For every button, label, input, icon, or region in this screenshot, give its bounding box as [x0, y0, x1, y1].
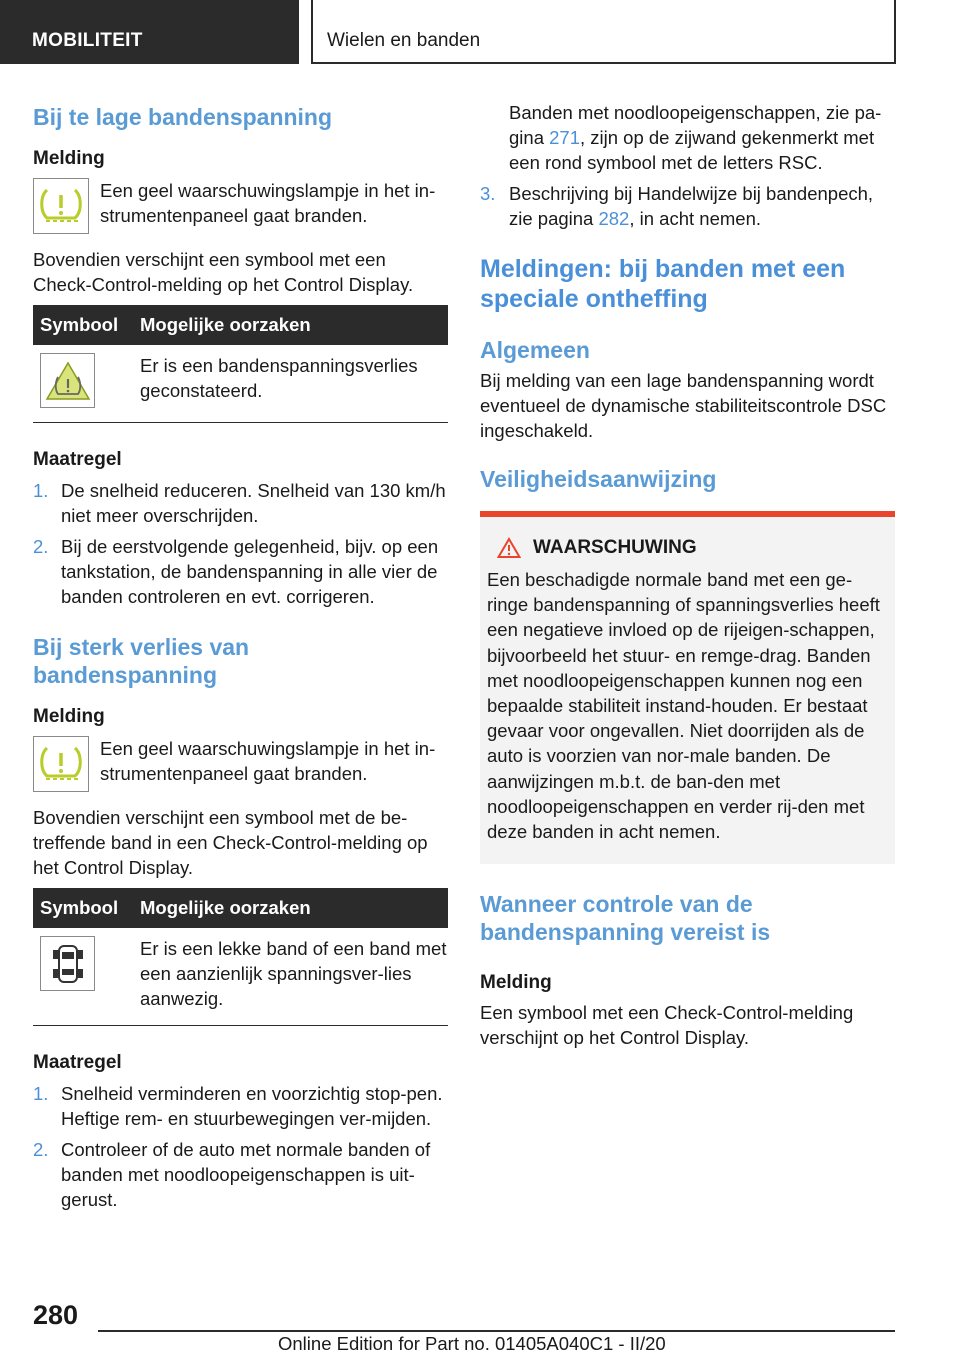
- subheading-melding-2: Melding: [33, 706, 105, 727]
- steps-list-continued: [480, 181, 895, 231]
- page-link-282[interactable]: 282: [598, 208, 630, 229]
- table2-header-symbol: Symbool: [33, 888, 131, 928]
- section-title-check-required: Wanneer controle van de bandenspanning vereist is: [480, 891, 771, 946]
- symbol-table-1: [33, 305, 448, 423]
- list-item: 2. Bij de eerstvolgende gelegenheid, bijv. op een tankstation, de bandenspanning in alle vier de banden controleren en evt. corrigeren.: [33, 536, 439, 607]
- warning-lamp-row-1: [33, 178, 448, 234]
- table2-header-causes: Mogelijke oorzaken: [131, 888, 448, 928]
- tire-pressure-lamp-icon: [33, 736, 89, 792]
- paragraph-symbol-message: Een symbool met een Check-Control-melding verschijnt op het Control Display.: [480, 1002, 854, 1049]
- page-number: 280: [33, 1300, 79, 1330]
- section-title-low-pressure: Bij te lage bandenspanning: [33, 104, 333, 130]
- tire-warning-triangle-icon: [40, 353, 95, 408]
- continued-step-text: Banden met noodloopeigenschappen, zie pa-gina 271, zijn op de zijwand gekenmerkt met een rond symbool met de letters RSC.: [509, 102, 882, 173]
- section-title-severe-loss: Bij sterk verlies van bandenspanning: [33, 634, 250, 688]
- warning-title-row: [497, 537, 887, 559]
- warning-text: Een beschadigde normale band met een ge-ringe bandenspanning of spanningsverlies heeft een negatieve invloed op de rijeigen-schappen, bijvoorbeeld het stuur- en remge-drag. Banden met noodloopeigenschappen kunnen nog een bepaalde stabiliteit instand-houden. Er bestaat gevaar voor ongevallen. Niet doorrijden als de auto is voorzien van nor-male banden. De aanwijzingen m.b.t. de ban-den met noodloopeigenschappen en verder rij-den met deze banden in acht nemen.: [487, 569, 880, 843]
- symbol-table-2: [33, 888, 448, 1026]
- warning-lamp-text-1: Een geel waarschuwingslampje in het in-strumentenpaneel gaat branden.: [100, 180, 436, 226]
- subsection-title-general: Algemeen: [480, 337, 590, 363]
- page-link-271[interactable]: 271: [549, 127, 580, 148]
- header-chapter-tab: [311, 0, 896, 64]
- section-title-special-exemption: Meldingen: bij banden met een speciale ontheffing: [480, 255, 846, 313]
- footer-divider: [98, 1330, 895, 1332]
- warning-box: [480, 511, 895, 864]
- subsection-title-safety: Veiligheidsaanwijzing: [480, 466, 717, 492]
- car-flat-tire-icon: [40, 936, 95, 991]
- warning-triangle-icon: [497, 537, 521, 559]
- subheading-maatregel-1: Maatregel: [33, 449, 122, 470]
- warning-title: WAARSCHUWING: [533, 537, 697, 558]
- left-column: [33, 100, 448, 1212]
- table-row: [33, 345, 448, 423]
- paragraph-check-control-1: Bovendien verschijnt een symbool met een Check-Control-melding op het Control Display.: [33, 249, 414, 295]
- list-item: 2. Controleer of de auto met normale banden of banden met noodloopeigenschappen is uit-gerust.: [33, 1139, 431, 1210]
- right-column: [480, 100, 895, 1050]
- list-item: 1. De snelheid reduceren. Snelheid van 130 km/h niet meer overschrijden.: [33, 480, 446, 526]
- list-item: 1. Snelheid verminderen en voorzichtig stop-pen. Heftige rem- en stuurbewegingen ver-mijden.: [33, 1083, 443, 1129]
- paragraph-check-control-2: Bovendien verschijnt een symbool met de be-treffende band in een Check-Control-melding op het Control Display.: [33, 807, 428, 878]
- warning-lamp-text-2: Een geel waarschuwingslampje in het in-strumentenpaneel gaat branden.: [100, 738, 436, 784]
- table1-header-symbol: Symbool: [33, 305, 131, 345]
- table2-cause-text: Er is een lekke band of een band met een aanzienlijk spanningsver-lies aanwezig.: [131, 928, 448, 1026]
- steps-list-1: [33, 478, 448, 609]
- subheading-melding-3: Melding: [480, 972, 552, 994]
- list-item: 3. Beschrijving bij Handelwijze bij bandenpech, zie pagina 282, in acht nemen.: [480, 183, 874, 229]
- steps-list-2: [33, 1081, 448, 1212]
- subheading-melding-1: Melding: [33, 148, 105, 169]
- warning-lamp-row-2: [33, 736, 448, 792]
- subheading-maatregel-2: Maatregel: [33, 1052, 122, 1073]
- header-section-tab: [0, 0, 299, 64]
- table1-header-causes: Mogelijke oorzaken: [131, 305, 448, 345]
- table1-cause-text: Er is een bandenspanningsverlies geconstateerd.: [131, 345, 448, 423]
- table-row: [33, 928, 448, 1026]
- footer-edition: Online Edition for Part no. 01405A040C1 - II/20: [278, 1333, 666, 1354]
- header-chapter-label: Wielen en banden: [327, 30, 481, 51]
- header-section-label: MOBILITEIT: [32, 30, 143, 51]
- paragraph-dsc: Bij melding van een lage bandenspanning wordt eventueel de dynamische stabiliteitscontrole DSC ingeschakeld.: [480, 370, 887, 441]
- tire-pressure-lamp-icon: [33, 178, 89, 234]
